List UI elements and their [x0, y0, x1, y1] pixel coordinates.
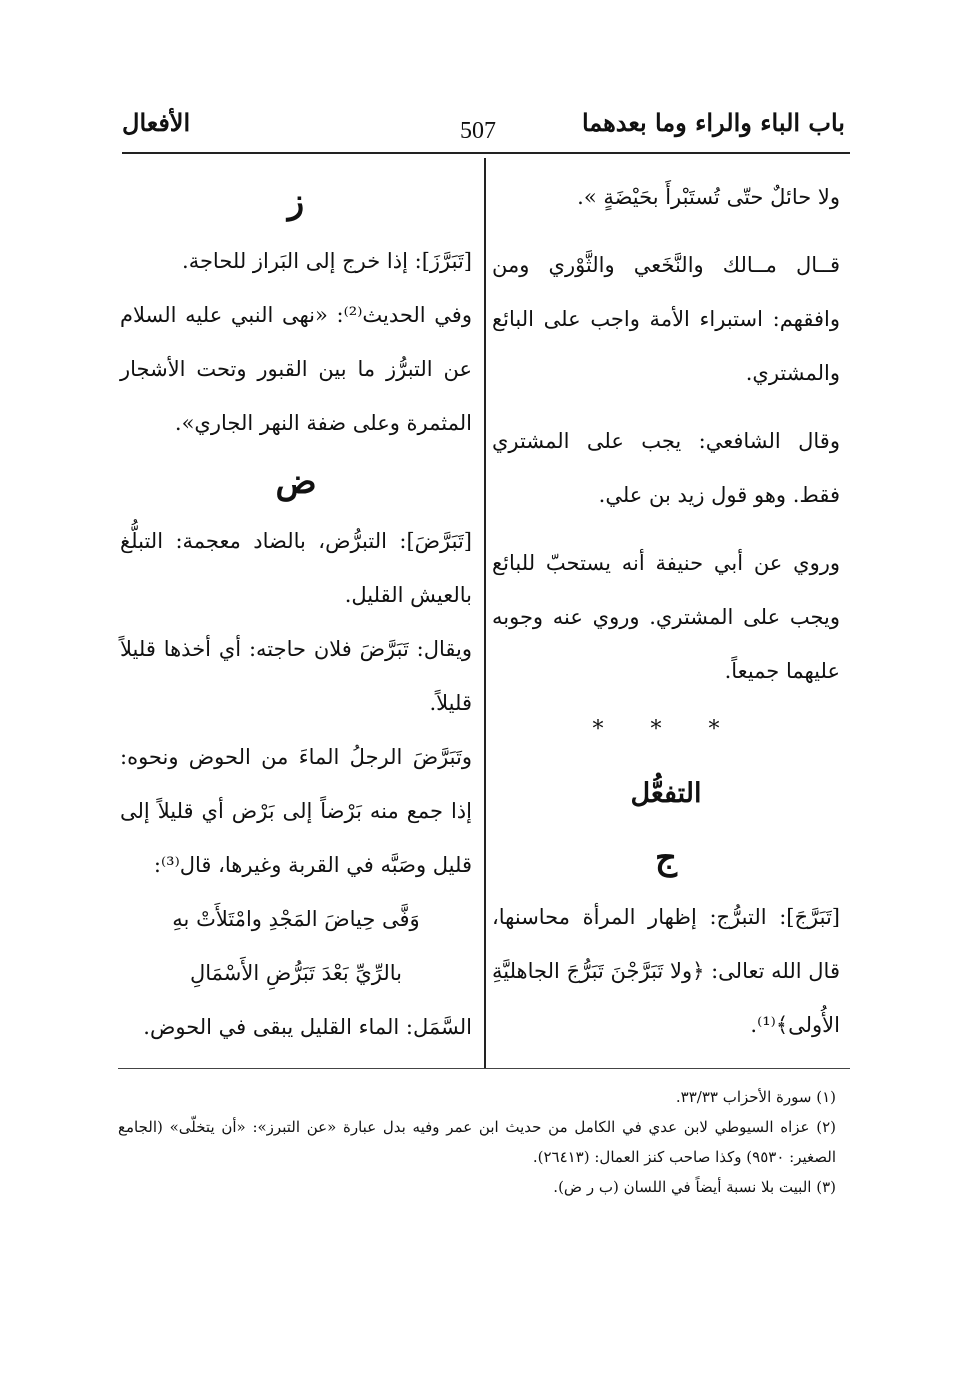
footnotes	[118, 1082, 836, 1202]
section-heading: التفعُّل	[630, 778, 702, 809]
header-rule	[122, 152, 850, 154]
footnote: (٢) عزاه السيوطي لابن عدي في الكامل من حديث ابن عمر وفيه بدل عبارة «عن التبرز»: «أن يتخلّى» (الجامع الصغير: ٩٥٣٠) وكذا صاحب كنز العمال: (٢٦٤١٣).	[118, 1118, 836, 1166]
poetry-verse: وَفَّى حِياضَ المَجْدِ وامْتَلأَتْ بهِ	[172, 907, 420, 931]
paragraph: [تَبَرَّزَ]: إذا خرج إلى البَراز للحاجة.	[182, 249, 472, 273]
left-column	[120, 170, 472, 1054]
running-head-chapter: باب الباء والراء وما بعدهما	[581, 108, 845, 137]
column-divider	[484, 158, 486, 1068]
letter-heading: ج	[655, 838, 677, 878]
paragraph: ولا حائلٌ حتّى تُستَبْرأَ بحَيْضَةٍ ».	[577, 185, 840, 209]
footnote-rule	[118, 1068, 850, 1069]
paragraph: وفي الحديث⁽²⁾: «نهى النبي عليه السلام عن التبرُّز ما بين القبور وتحت الأشجار المثمرة وعلى ضفة النهر الجاري».	[120, 303, 472, 435]
footnote: (٣) البيت بلا نسبة أيضاً في اللسان (ب ر ض).	[553, 1178, 836, 1196]
paragraph: وتَبَرَّضَ الرجلُ الماءَ من الحوض ونحوه: إذا جمع منه بَرْضاً إلى بَرْض أي قليلاً إلى قليل وصَبَّه في القربة وغيرها، قال⁽³⁾:	[120, 745, 472, 877]
paragraph: [تَبَرَّضَ]: التبرُّض، بالضاد معجمة: التبلُّغ بالعيش القليل.	[120, 529, 472, 607]
paragraph: قــال مــالك والنَّخَعي والثَّوْري ومن وافقهم: استبراء الأمة واجب على البائع والمشتري.	[492, 253, 840, 385]
paragraph: وروي عن أبي حنيفة أنه يستحبّ للبائع ويجب على المشتري. وروي عنه وجوبه عليهما جميعاً.	[492, 551, 840, 683]
letter-heading: ز	[287, 182, 305, 222]
right-column	[492, 170, 840, 1052]
footnote: (١) سورة الأحزاب ٣٣/٣٣.	[675, 1088, 836, 1106]
page-number: 507	[460, 118, 496, 144]
poetry-verse: بالرِّيِّ بَعْدَ تَبَرُّضِ الأَسْمَالِ	[189, 961, 403, 985]
paragraph: السَّمَل: الماء القليل يبقى في الحوض.	[143, 1015, 472, 1039]
letter-heading: ض	[275, 462, 317, 502]
paragraph: وقال الشافعي: يجب على المشتري فقط. وهو قول زيد بن علي.	[492, 429, 840, 507]
paragraph: ويقال: تَبَرَّضَ فلان حاجته: أي أخذها قليلاً قليلاً.	[120, 637, 472, 715]
section-separator: * * *	[592, 717, 740, 742]
running-head-section: الأفعال	[122, 108, 191, 137]
paragraph: [تَبَرَّجَ]: التبرُّج: إظهار المرأة محاسنها، قال الله تعالى: ﴿ولا تَبَرَّجْنَ تَبَرُّجَ الجاهليَّةِ الأُولى﴾⁽¹⁾.	[492, 905, 840, 1037]
